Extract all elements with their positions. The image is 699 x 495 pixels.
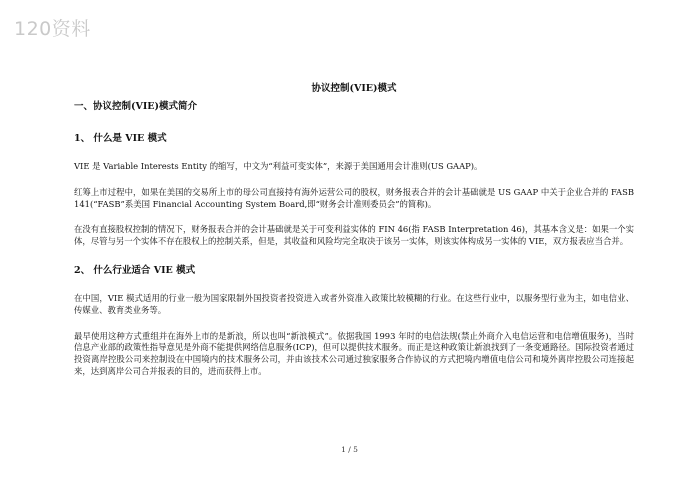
paragraph: 在没有直接股权控制的情况下，财务报表合并的会计基础就是关于可变利益实体的 FIN 46(指 FASB Interpretation 46)，其基本含义是：如果一个实体，尽管与另一个实体不存在股权上的控制关系，但是，其收益和风险均完全取决于该另一实体，则该实体构成另一实体的 VIE，双方报表应当合并。	[74, 224, 634, 247]
section-heading: 一、协议控制(VIE)模式简介	[74, 101, 198, 112]
paragraph: 最早使用这种方式重组并在海外上市的是新浪，所以也叫“新浪模式”。依据我国 1993 年时的电信法规(禁止外商介入电信运营和电信增值服务)，当时信息产业部的政策性指导意见是外商不能提供网络信息服务(ICP)，但可以提供技术服务。而正是这种政策让新浪找到了一条变通路径。国际投资者通过投资离岸控股公司来控制设在中国境内的技术服务公司，并由该技术公司通过独家服务合作协议的方式把境内增值电信公司和境外离岸控股公司连接起来，达到离岸公司合并报表的目的，进而获得上市。	[74, 330, 634, 376]
paragraph: VIE 是 Variable Interests Entity 的缩写，中文为“利益可变实体”，来源于美国通用会计准则(US GAAP)。	[74, 161, 483, 171]
document-title: 协议控制(VIE)模式	[311, 83, 397, 94]
paragraph: 红筹上市过程中，如果在美国的交易所上市的母公司直接持有海外运营公司的股权，财务报表合并的会计基础就是 US GAAP 中关于企业合并的 FASB 141(“FASB”系美国 Financial Accounting System Board,即“财务会计准则委员会”的简称)。	[74, 186, 634, 209]
document-page	[74, 80, 634, 392]
subsection-heading-industries: 2、 什么行业适合 VIE 模式	[74, 264, 196, 276]
paragraph: 在中国，VIE 模式适用的行业一般为国家限制外国投资者投资进入或者外资准入政策比较模糊的行业。在这些行业中，以服务型行业为主，如电信业、传媒业、教育类业务等。	[74, 292, 634, 315]
subsection-heading-vie: 1、 什么是 VIE 模式	[74, 133, 167, 144]
page-number: 1 / 5	[341, 445, 358, 454]
watermark: 120资料	[14, 18, 91, 40]
